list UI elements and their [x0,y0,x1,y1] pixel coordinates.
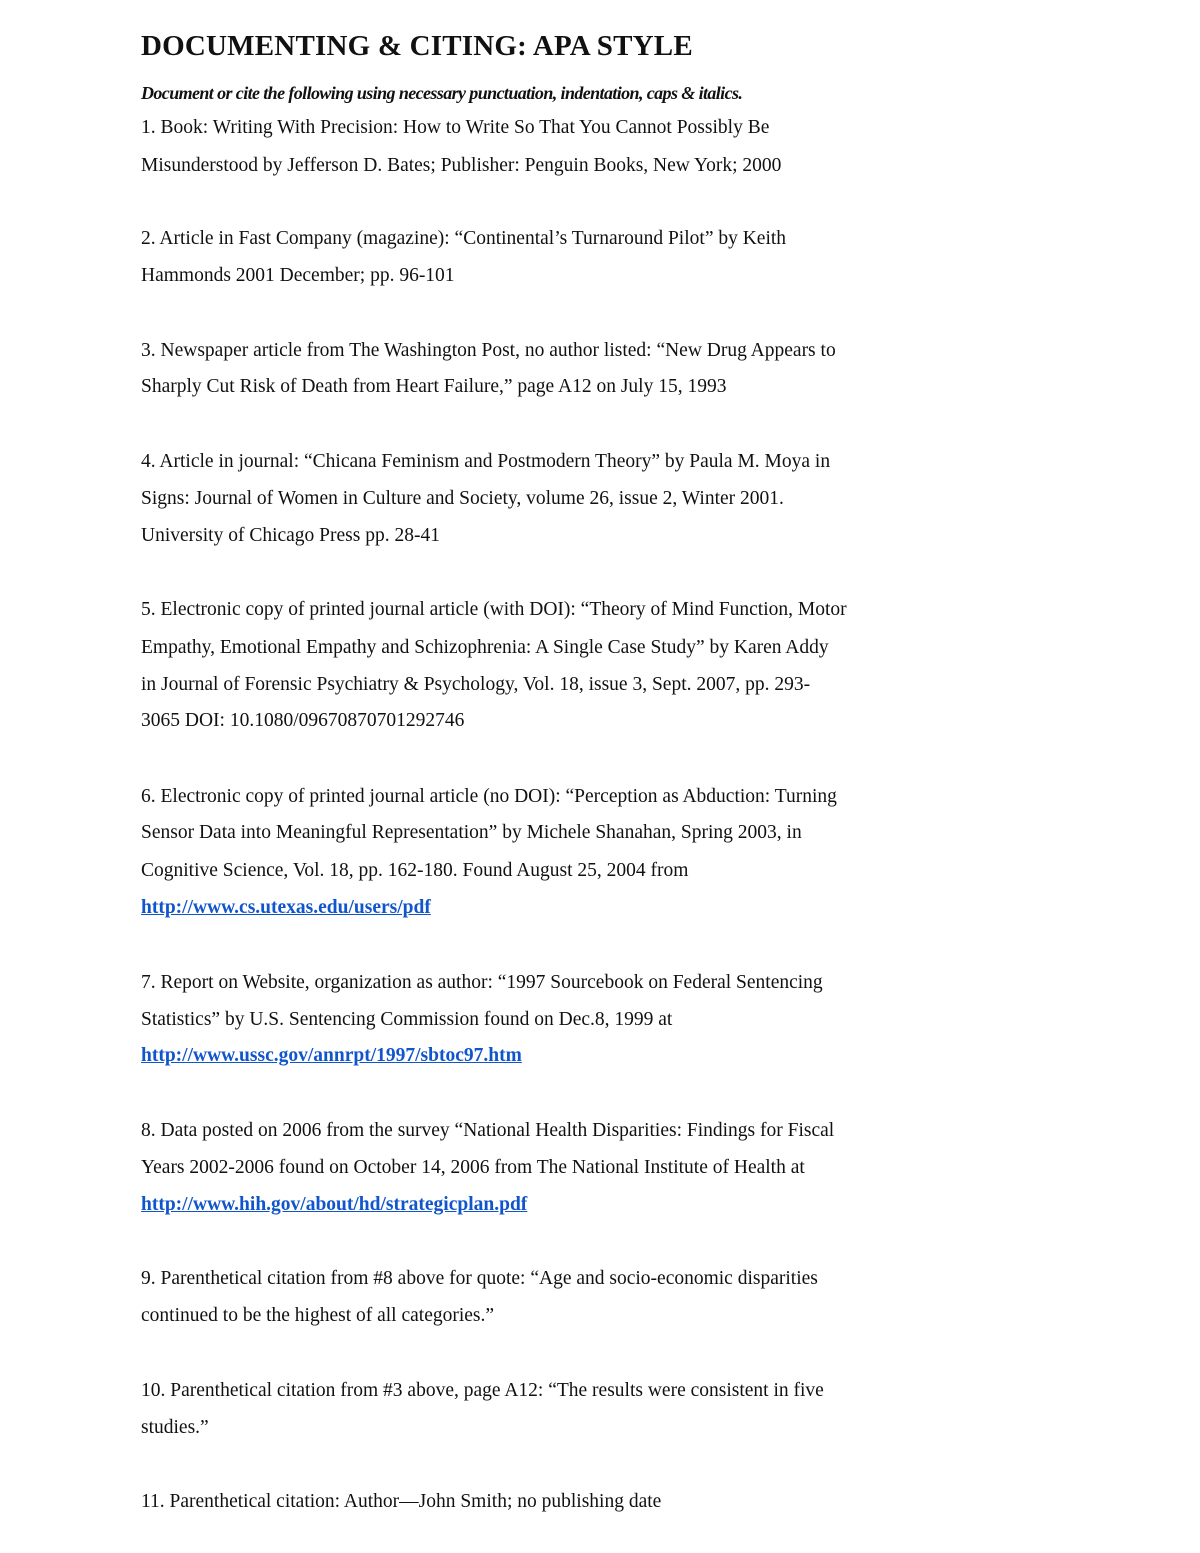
item-text-line: Years 2002-2006 found on October 14, 2006 from The National Institute of Health at [141,1157,805,1178]
item-text-line: 9. Parenthetical citation from #8 above for quote: “Age and socio-economic disparities [141,1268,818,1289]
item-text-line: 3. Newspaper article from The Washington Post, no author listed: “New Drug Appears to [141,340,836,361]
item-text-line: Hammonds 2001 December; pp. 96-101 [141,265,455,286]
url-link[interactable]: http://www.ussc.gov/annrpt/1997/sbtoc97.htm [141,1045,522,1066]
page-title: DOCUMENTING & CITING: APA STYLE [141,30,693,62]
item-text-line: 8. Data posted on 2006 from the survey “National Health Disparities: Findings for Fiscal [141,1120,835,1141]
item-text-line: Signs: Journal of Women in Culture and Society, volume 26, issue 2, Winter 2001. [141,488,784,509]
item-text-line: 2. Article in Fast Company (magazine): “Continental’s Turnaround Pilot” by Keith [141,228,787,249]
item-text-line: in Journal of Forensic Psychiatry & Psychology, Vol. 18, issue 3, Sept. 2007, pp. 293- [141,674,811,695]
item-text-line: Misunderstood by Jefferson D. Bates; Publisher: Penguin Books, New York; 2000 [141,155,782,176]
item-text-line: 10. Parenthetical citation from #3 above, page A12: “The results were consistent in five [141,1380,824,1401]
item-text-line: studies.” [141,1417,209,1438]
item-text-line: 7. Report on Website, organization as author: “1997 Sourcebook on Federal Sentencing [141,972,823,993]
item-text-line: Empathy, Emotional Empathy and Schizophrenia: A Single Case Study” by Karen Addy [141,637,829,658]
item-text-line: Cognitive Science, Vol. 18, pp. 162-180. Found August 25, 2004 from [141,860,689,881]
item-text-line: Statistics” by U.S. Sentencing Commission found on Dec.8, 1999 at [141,1009,673,1030]
item-text-line: 3065 DOI: 10.1080/09670870701292746 [141,710,465,731]
item-text-line: Sensor Data into Meaningful Representation” by Michele Shanahan, Spring 2003, in [141,822,802,843]
url-link[interactable]: http://www.cs.utexas.edu/users/pdf [141,897,431,918]
item-text-line: 6. Electronic copy of printed journal article (no DOI): “Perception as Abduction: Turning [141,786,837,807]
item-text-line: continued to be the highest of all categories.” [141,1305,495,1326]
instructions: Document or cite the following using necessary punctuation, indentation, caps & italics. [141,83,743,103]
item-text-line: 1. Book: Writing With Precision: How to Write So That You Cannot Possibly Be [141,117,770,138]
item-text-line: 11. Parenthetical citation: Author—John Smith; no publishing date [141,1491,662,1512]
item-text-line: Sharply Cut Risk of Death from Heart Failure,” page A12 on July 15, 1993 [141,376,727,397]
item-text-line: University of Chicago Press pp. 28-41 [141,525,440,546]
item-text-line: 5. Electronic copy of printed journal article (with DOI): “Theory of Mind Function, Motor [141,599,847,620]
url-link[interactable]: http://www.hih.gov/about/hd/strategicplan.pdf [141,1194,528,1215]
item-text-line: 4. Article in journal: “Chicana Feminism and Postmodern Theory” by Paula M. Moya in [141,451,831,472]
